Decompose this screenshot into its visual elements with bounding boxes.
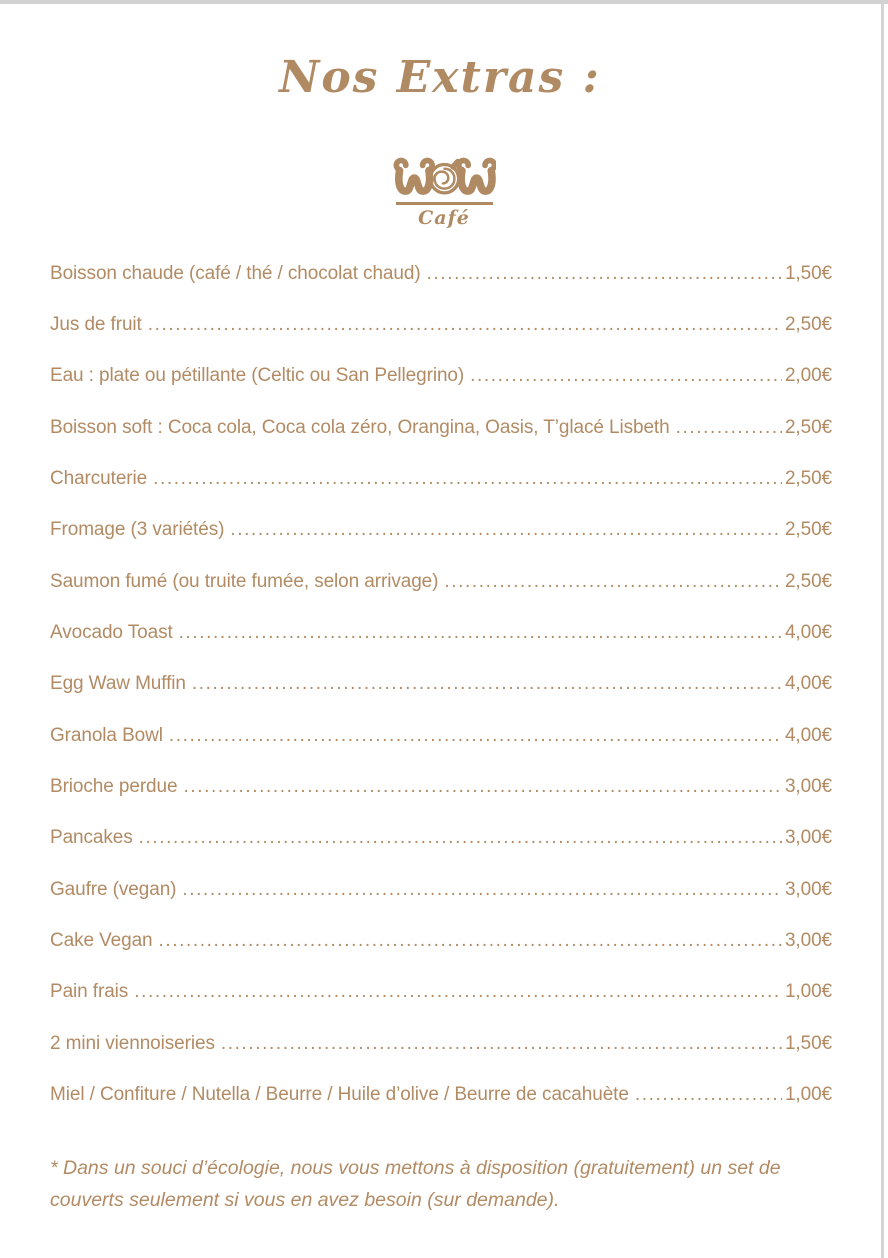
- menu-item: [50, 915, 832, 966]
- footnote-line-2: couverts seulement si vous en avez besoin (sur demande).: [50, 1189, 560, 1211]
- logo-letter-w-right: [459, 161, 495, 192]
- menu-item-label: Saumon fumé (ou truite fumée, selon arrivage): [50, 570, 439, 592]
- menu-item: [50, 248, 832, 299]
- wow-cafe-logo: [0, 150, 888, 229]
- menu-item-price: 2,50€: [784, 468, 832, 490]
- menu-item-price: 3,00€: [784, 776, 832, 798]
- menu-item-label: Miel / Confiture / Nutella / Beurre / Huile d’olive / Beurre de cacahuète: [50, 1084, 629, 1106]
- menu-list: [50, 248, 832, 1121]
- dots-leader: [159, 930, 782, 952]
- menu-item-label: Cake Vegan: [50, 930, 153, 952]
- menu-item-price: 3,00€: [784, 827, 832, 849]
- menu-item-label: Gaufre (vegan): [50, 878, 177, 900]
- dots-leader: [444, 571, 782, 593]
- menu-item: [50, 710, 832, 761]
- menu-item: [50, 1070, 832, 1121]
- coffee-cup-icon: [430, 162, 458, 193]
- menu-item-price: 3,00€: [784, 878, 832, 900]
- menu-item-price: 2,50€: [784, 416, 832, 438]
- menu-item: [50, 761, 832, 812]
- menu-item-price: 2,50€: [784, 519, 832, 541]
- menu-item-label: Brioche perdue: [50, 776, 178, 798]
- menu-item: [50, 607, 832, 658]
- menu-item: [50, 813, 832, 864]
- menu-item-label: Boisson soft : Coca cola, Coca cola zéro, Orangina, Oasis, T’glacé Lisbeth: [50, 416, 670, 438]
- menu-item: [50, 453, 832, 504]
- dots-leader: [182, 879, 782, 901]
- dots-leader: [169, 725, 782, 747]
- menu-item: [50, 351, 832, 402]
- menu-item: [50, 864, 832, 915]
- footnote-line-1: * Dans un souci d’écologie, nous vous mettons à disposition (gratuitement) un set de: [50, 1157, 781, 1179]
- menu-item: [50, 556, 832, 607]
- menu-item-price: 1,00€: [784, 981, 832, 1003]
- logo-subtitle: Café: [418, 206, 470, 229]
- menu-item-label: Egg Waw Muffin: [50, 673, 186, 695]
- menu-item-label: Boisson chaude (café / thé / chocolat chaud): [50, 262, 421, 284]
- menu-item-label: Charcuterie: [50, 468, 148, 490]
- menu-item-label: Jus de fruit: [50, 314, 142, 336]
- dots-leader: [192, 673, 782, 695]
- dots-leader: [139, 827, 782, 849]
- wow-logo-icon: [392, 150, 496, 197]
- menu-item-label: Avocado Toast: [50, 622, 173, 644]
- dots-leader: [134, 981, 782, 1003]
- dots-leader: [676, 417, 782, 439]
- menu-item: [50, 967, 832, 1018]
- logo-underline: [396, 202, 493, 205]
- menu-item: [50, 659, 832, 710]
- dots-leader: [230, 519, 782, 541]
- menu-item: [50, 299, 832, 350]
- menu-item-price: 2,50€: [784, 314, 832, 336]
- menu-item-price: 3,00€: [784, 930, 832, 952]
- footnote: [50, 1152, 808, 1216]
- menu-item-price: 4,00€: [784, 673, 832, 695]
- menu-item: [50, 1018, 832, 1069]
- menu-item-price: 4,00€: [784, 724, 832, 746]
- page-top-edge: [0, 0, 888, 4]
- menu-item-price: 4,00€: [784, 622, 832, 644]
- menu-item-price: 2,50€: [784, 570, 832, 592]
- menu-item-price: 1,00€: [784, 1084, 832, 1106]
- dots-leader: [153, 468, 782, 490]
- dots-leader: [427, 263, 782, 285]
- dots-leader: [179, 622, 782, 644]
- menu-item-label: Pancakes: [50, 827, 133, 849]
- page-title: Nos Extras :: [279, 52, 601, 103]
- dots-leader: [183, 776, 781, 798]
- dots-leader: [470, 365, 782, 387]
- menu-item-label: Eau : plate ou pétillante (Celtic ou San Pellegrino): [50, 365, 465, 387]
- menu-item-label: Granola Bowl: [50, 724, 163, 746]
- logo-letter-w-left: [396, 161, 432, 192]
- menu-item-label: Pain frais: [50, 981, 129, 1003]
- menu-item: [50, 505, 832, 556]
- dots-leader: [221, 1033, 782, 1055]
- menu-item: [50, 402, 832, 453]
- dots-leader: [148, 314, 782, 336]
- dots-leader: [635, 1084, 782, 1106]
- menu-item-price: 1,50€: [784, 262, 832, 284]
- menu-item-price: 1,50€: [784, 1032, 832, 1054]
- menu-item-price: 2,00€: [784, 365, 832, 387]
- menu-item-label: 2 mini viennoiseries: [50, 1032, 215, 1054]
- menu-item-label: Fromage (3 variétés): [50, 519, 225, 541]
